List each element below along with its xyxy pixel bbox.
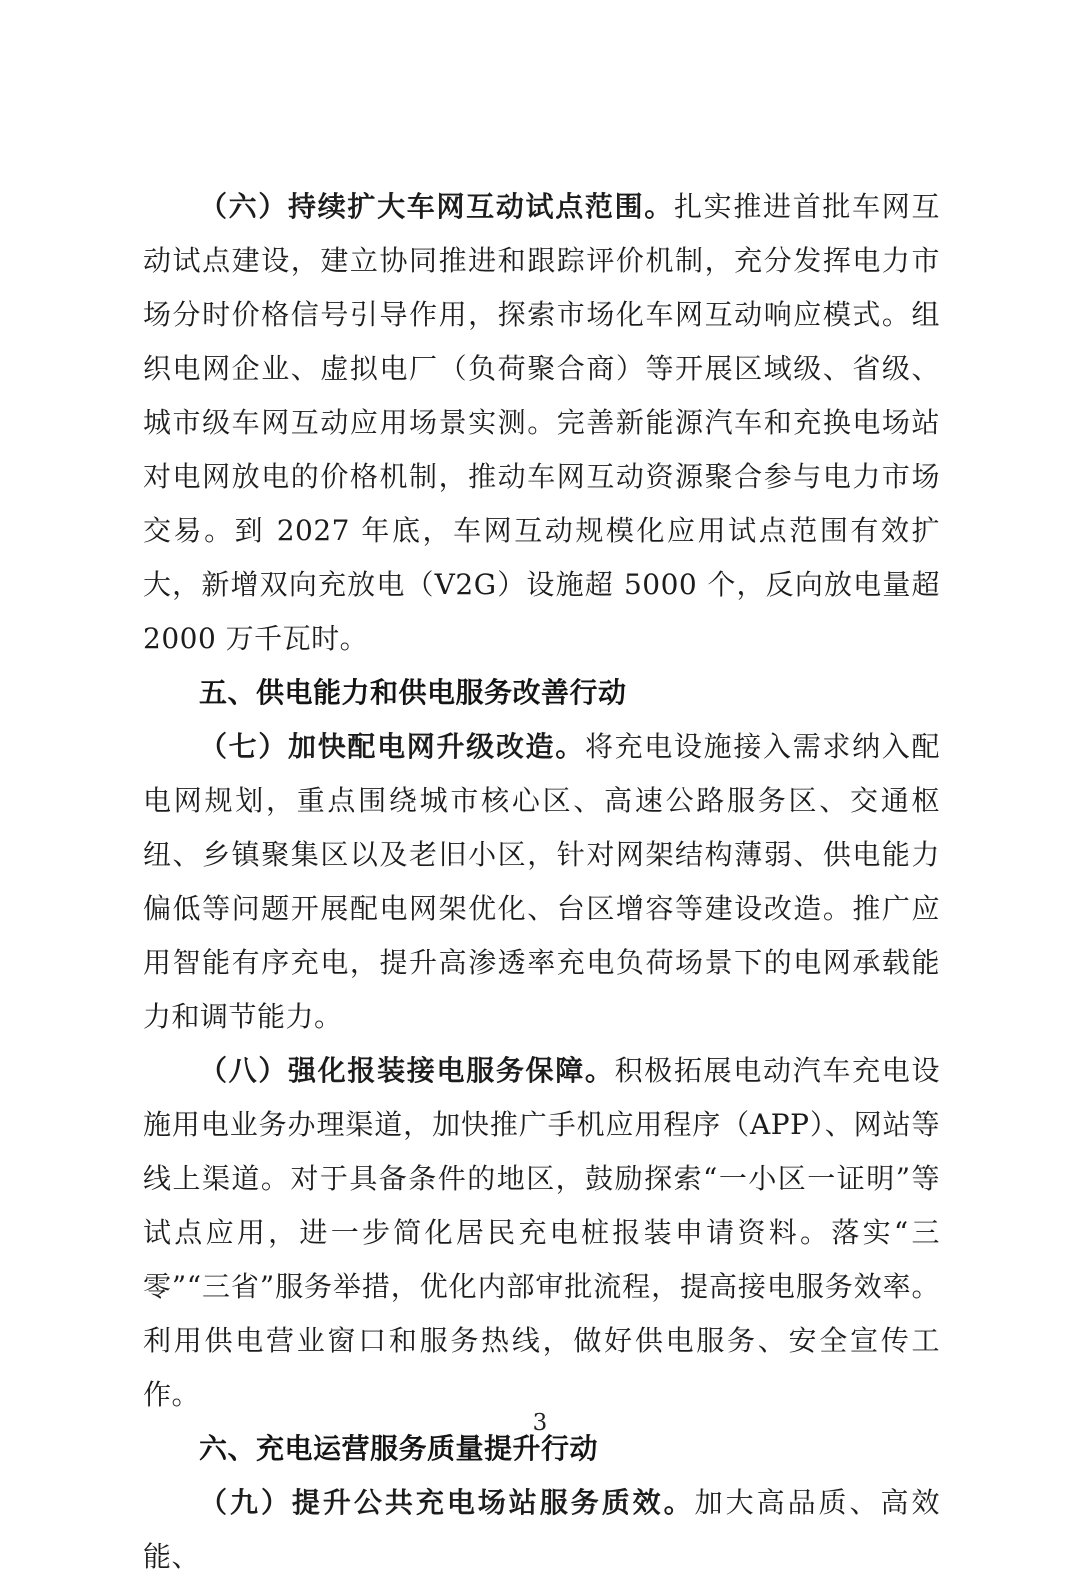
- paragraph-item-8-text: 积极拓展电动汽车充电设施用电业务办理渠道，加快推广手机应用程序（APP）、网站等线上渠道。对于具备条件的地区，鼓励探索“一小区一证明”等试点应用，进一步简化居民充电桩报装申请资料。落实“三零”“三省”服务举措，优化内部审批流程，提高接电服务效率。利用供电营业窗口和服务热线，做好供电服务、安全宣传工作。: [143, 1054, 940, 1411]
- section-heading-6: 六、充电运营服务质量提升行动: [199, 1432, 599, 1465]
- paragraph-item-8: [143, 1044, 940, 1422]
- paragraph-item-9-title: （九）提升公共充电场站服务质效。: [199, 1486, 695, 1519]
- paragraph-item-8-title: （八）强化报装接电服务保障。: [199, 1054, 615, 1087]
- paragraph-item-7-title: （七）加快配电网升级改造。: [199, 730, 585, 763]
- paragraph-item-6-text: 扎实推进首批车网互动试点建设，建立协同推进和跟踪评价机制，充分发挥电力市场分时价格信号引导作用，探索市场化车网互动响应模式。组织电网企业、虚拟电厂（负荷聚合商）等开展区域级、省级、城市级车网互动应用场景实测。完善新能源汽车和充换电场站对电网放电的价格机制，推动车网互动资源聚合参与电力市场交易。到 2027 年底，车网互动规模化应用试点范围有效扩大，新增双向充放电（V2G）设施超 5000 个，反向放电量超 2000 万千瓦时。: [143, 190, 940, 655]
- paragraph-item-9-text: 加大高品质、高效能、: [143, 1486, 940, 1573]
- paragraph-item-7-text: 将充电设施接入需求纳入配电网规划，重点围绕城市核心区、高速公路服务区、交通枢纽、乡镇聚集区以及老旧小区，针对网架结构薄弱、供电能力偏低等问题开展配电网架优化、台区增容等建设改造。推广应用智能有序充电，提升高渗透率充电负荷场景下的电网承载能力和调节能力。: [143, 730, 940, 1033]
- paragraph-item-6: [143, 180, 940, 666]
- paragraph-item-7: [143, 720, 940, 1044]
- paragraph-item-9: [143, 1476, 940, 1584]
- document-body: [143, 180, 940, 1584]
- paragraph-item-6-title: （六）持续扩大车网互动试点范围。: [199, 190, 674, 223]
- section-heading-5: 五、供电能力和供电服务改善行动: [199, 676, 627, 709]
- page-number: 3: [532, 1410, 548, 1436]
